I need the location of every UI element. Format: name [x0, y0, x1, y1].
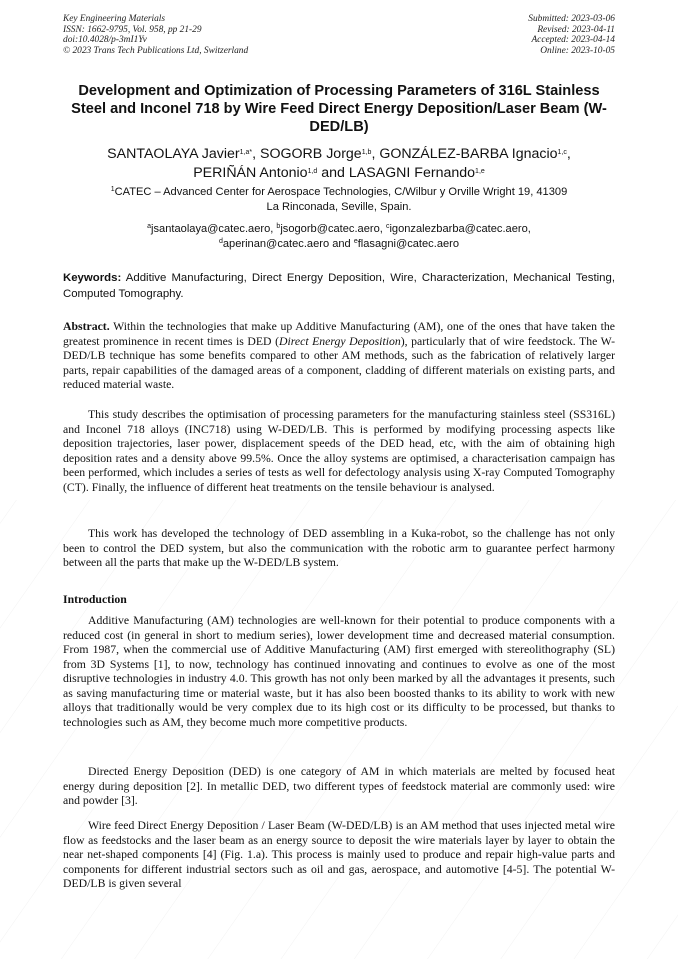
paper-title: Development and Optimization of Processing Parameters of 316L Stainless Steel and Inconel 718 by Wire Feed Direct Energy Deposition/Laser Beam (W-DED/LB) [71, 83, 607, 135]
author-name: LASAGNI Fernando [348, 164, 476, 181]
affiliation [63, 185, 615, 215]
keywords [63, 271, 615, 302]
abstract-paragraph-1: Abstract. Within the technologies that make up Additive Manufacturing (AM), one of the ones that have taken the greatest prominence in recent times is DED (Direct Energy Deposition), particularly that of wire feedstock. The W-DED/LB technique has some benefits compared to other AM methods, such as the fabrication of relatively larger parts, repair capabilities of the damaged areas of a component, cladding of different materials on existing parts, and reduced material waste. [63, 320, 615, 391]
doi[interactable]: doi:10.4028/p-3mI1Yv [63, 35, 147, 46]
author-separator: , [371, 146, 380, 162]
introduction-paragraph-1: Additive Manufacturing (AM) technologies are well-known for their potential to produce components with a reduced cost (in general in short to medium series), lower development time and decreased material consumption. From 1987, when the commercial use of Additive Manufacturing (AM) first emerged with stereolithography (SL) from 3D Systems [1], to now, technology has continued innovating and continues to evolve as one of the most disruptive technologies in industry 4.0. This growth has not only been marked by all the advantages it presents, such as saving manufacturing time or material waste, but it has also been boosted thanks to its ability to work with new alloys that traditionally would be very complex due to its high cost or its difficulty to be processed, but thanks to technologies such as AM, they become much more competitive products. [63, 614, 615, 729]
copyright: © 2023 Trans Tech Publications Ltd, Switzerland [63, 45, 249, 56]
publication-dates [528, 14, 615, 56]
journal-info [63, 14, 248, 56]
email-link[interactable]: flasagni@catec.aero [357, 238, 460, 250]
online-date: Online: 2023-10-05 [540, 45, 615, 56]
affiliation-line-2: La Rinconada, Seville, Spain. [266, 201, 412, 213]
author-superscript: 1,b [361, 149, 372, 156]
introduction-paragraph-3: Wire feed Direct Energy Deposition / Laser Beam (W-DED/LB) is an AM method that uses injected metal wire flow as feedstocks and the laser beam as an energy source to deposit the wire materials layer by layer to obtain the near net-shaped components [4] (Fig. 1.a). This process is mainly used to produce and repair high-value parts and components for different industrial sectors such as oil and gas, aerospace, and automotive [4-5]. The potential W-DED/LB is given several [63, 819, 615, 890]
author-separator: and [317, 164, 349, 181]
italic-term: Direct Energy Deposition [279, 334, 401, 348]
author-superscript: 1,d [307, 167, 318, 175]
abstract-paragraph-3: This work has developed the technology of DED assembling in a Kuka-robot, so the challenge has not only been to control the DED system, but also the communication with the robotic arm to guarantee perfect harmony between all the parts that make up the W-DED/LB system. [63, 527, 615, 569]
author-superscript: 1,e [475, 167, 485, 175]
author-name: SANTAOLAYA Javier [107, 146, 240, 162]
submitted-date: Submitted: 2023-03-06 [528, 14, 615, 24]
author-superscript: 1,c [557, 149, 567, 156]
journal-name: Key Engineering Materials [63, 14, 166, 24]
email-link[interactable]: jsogorb@catec.aero [280, 223, 380, 235]
author-name: PERIÑÁN Antonio [193, 164, 308, 181]
affiliation-superscript: 1 [110, 186, 115, 193]
email-link[interactable]: aperinan@catec.aero [222, 238, 330, 250]
introduction-paragraph-2: Directed Energy Deposition (DED) is one category of AM in which materials are melted by focused heat energy during deposition [2]. In metallic DED, two different types of feedstock material are commonly used: wire and powder [3]. [63, 765, 615, 807]
email-link[interactable]: jsantaolaya@catec.aero [151, 223, 271, 235]
author-separator: , [252, 146, 260, 162]
revised-date: Revised: 2023-04-11 [537, 24, 615, 35]
keywords-text: Additive Manufacturing, Direct Energy Deposition, Wire, Characterization, Mechanical Testing, Computed Tomography. [63, 272, 615, 300]
author-name: GONZÁLEZ-BARBA Ignacio [379, 146, 558, 162]
abstract-paragraph-2: This study describes the optimisation of processing parameters for the manufacturing stainless steel (SS316L) and Inconel 718 alloys (INC718) using W-DED/LB. This is performed by modifying processing aspects like deposition trajectories, laser power, displacement speeds of the DED head, etc, with the aim of obtaining high deposition rates and a density above 99.5%. Once the alloy systems are optimised, a characterisation campaign has been performed, which includes a series of tests as well for defectology analysis using X-ray Computed Tomography (CT). Finally, the influence of different heat treatments on the tensile behaviour is analysed. [63, 408, 615, 494]
affiliation-line-1: CATEC – Advanced Center for Aerospace Technologies, C/Wilbur y Orville Wright 19, 41309 [114, 186, 568, 198]
accepted-date: Accepted: 2023-04-14 [531, 35, 615, 46]
section-heading-introduction: Introduction [63, 593, 127, 606]
abstract-label: Abstract. [63, 320, 110, 333]
author-list [63, 145, 615, 182]
email-link[interactable]: igonzalezbarba@catec.aero [389, 223, 528, 235]
author-name: SOGORB Jorge [259, 146, 362, 162]
keywords-label: Keywords: [63, 272, 122, 284]
author-superscript: 1,a* [239, 149, 253, 156]
author-separator: , [566, 146, 571, 162]
issn: ISSN: 1662-9795, Vol. 958, pp 21-29 [63, 24, 202, 35]
email-list: $^a$jsantaolaya@catec.aero, $^b$jsogorb@catec.aero, $^c$igonzalezbarba@catec.aero, $^d$aperinan@catec.aero and $^e$flasagni@catec.aero [147, 223, 531, 250]
